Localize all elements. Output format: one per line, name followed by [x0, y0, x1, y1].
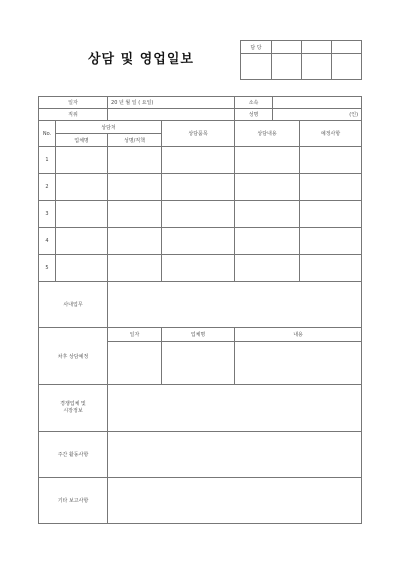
- content-cell[interactable]: [235, 174, 300, 201]
- next-content-cell[interactable]: [235, 342, 362, 385]
- person-cell[interactable]: [108, 147, 162, 174]
- row-number: 4: [39, 228, 56, 255]
- row-number: 3: [39, 201, 56, 228]
- content-cell[interactable]: [235, 201, 300, 228]
- approval-sign[interactable]: [272, 54, 302, 80]
- expected-cell[interactable]: [300, 147, 362, 174]
- expected-cell[interactable]: [300, 174, 362, 201]
- content-cell[interactable]: [235, 255, 300, 282]
- next-date-cell[interactable]: [108, 342, 162, 385]
- person-cell[interactable]: [108, 201, 162, 228]
- row-number: 1: [39, 147, 56, 174]
- position-label: 직위: [39, 109, 108, 121]
- approval-sign[interactable]: [332, 54, 362, 80]
- next-content-header: 내용: [235, 328, 362, 342]
- date-label: 일자: [39, 97, 108, 109]
- name-field[interactable]: (인): [273, 109, 362, 121]
- competitor-label: [39, 385, 108, 432]
- row-number: 2: [39, 174, 56, 201]
- item-cell[interactable]: [162, 174, 235, 201]
- report-form: [38, 96, 362, 524]
- approval-sign[interactable]: [302, 54, 332, 80]
- expected-cell[interactable]: [300, 255, 362, 282]
- company-cell[interactable]: [56, 174, 108, 201]
- person-header: 성명/직책: [108, 134, 162, 147]
- party-header: 상담처: [56, 121, 162, 134]
- position-field[interactable]: [108, 109, 235, 121]
- next-company-cell[interactable]: [162, 342, 235, 385]
- name-label: 성명: [235, 109, 273, 121]
- item-cell[interactable]: [162, 228, 235, 255]
- item-cell[interactable]: [162, 255, 235, 282]
- expected-cell[interactable]: [300, 201, 362, 228]
- internal-field[interactable]: [108, 282, 362, 328]
- weekly-field[interactable]: [108, 432, 362, 478]
- expected-cell[interactable]: [300, 228, 362, 255]
- expected-header: 예정사항: [300, 121, 362, 147]
- row-number: 5: [39, 255, 56, 282]
- table-row: [39, 201, 362, 228]
- no-header: No.: [39, 121, 56, 147]
- date-field[interactable]: 20 년 월 일 ( 요일): [108, 97, 235, 109]
- approval-label: 담 당: [241, 41, 272, 54]
- table-row: [39, 174, 362, 201]
- content-cell[interactable]: [235, 228, 300, 255]
- content-header: 상담내용: [235, 121, 300, 147]
- table-row: [39, 255, 362, 282]
- dept-label: 소속: [235, 97, 273, 109]
- table-row: [39, 228, 362, 255]
- page-title: 상담 및 영업일보: [88, 52, 194, 67]
- person-cell[interactable]: [108, 255, 162, 282]
- next-label: 차후 상담예정: [39, 328, 108, 385]
- other-label: 기타 보고사항: [39, 478, 108, 524]
- company-cell[interactable]: [56, 255, 108, 282]
- content-cell[interactable]: [235, 147, 300, 174]
- item-header: 상담품목: [162, 121, 235, 147]
- person-cell[interactable]: [108, 174, 162, 201]
- approval-box: [240, 40, 362, 80]
- approval-sign[interactable]: [241, 54, 272, 80]
- weekly-label: 주간 활동사항: [39, 432, 108, 478]
- other-field[interactable]: [108, 478, 362, 524]
- company-cell[interactable]: [56, 228, 108, 255]
- company-cell[interactable]: [56, 147, 108, 174]
- competitor-label-line: 경쟁업체 및: [60, 401, 86, 407]
- internal-label: 사내업무: [39, 282, 108, 328]
- next-company-header: 업체명: [162, 328, 235, 342]
- approval-slot[interactable]: [272, 41, 302, 54]
- approval-slot[interactable]: [302, 41, 332, 54]
- approval-slot[interactable]: [332, 41, 362, 54]
- company-cell[interactable]: [56, 201, 108, 228]
- person-cell[interactable]: [108, 228, 162, 255]
- table-row: [39, 147, 362, 174]
- item-cell[interactable]: [162, 201, 235, 228]
- next-date-header: 일자: [108, 328, 162, 342]
- company-header: 업체명: [56, 134, 108, 147]
- item-cell[interactable]: [162, 147, 235, 174]
- dept-field[interactable]: [273, 97, 362, 109]
- competitor-field[interactable]: [108, 385, 362, 432]
- competitor-label-line: 시장정보: [63, 408, 83, 414]
